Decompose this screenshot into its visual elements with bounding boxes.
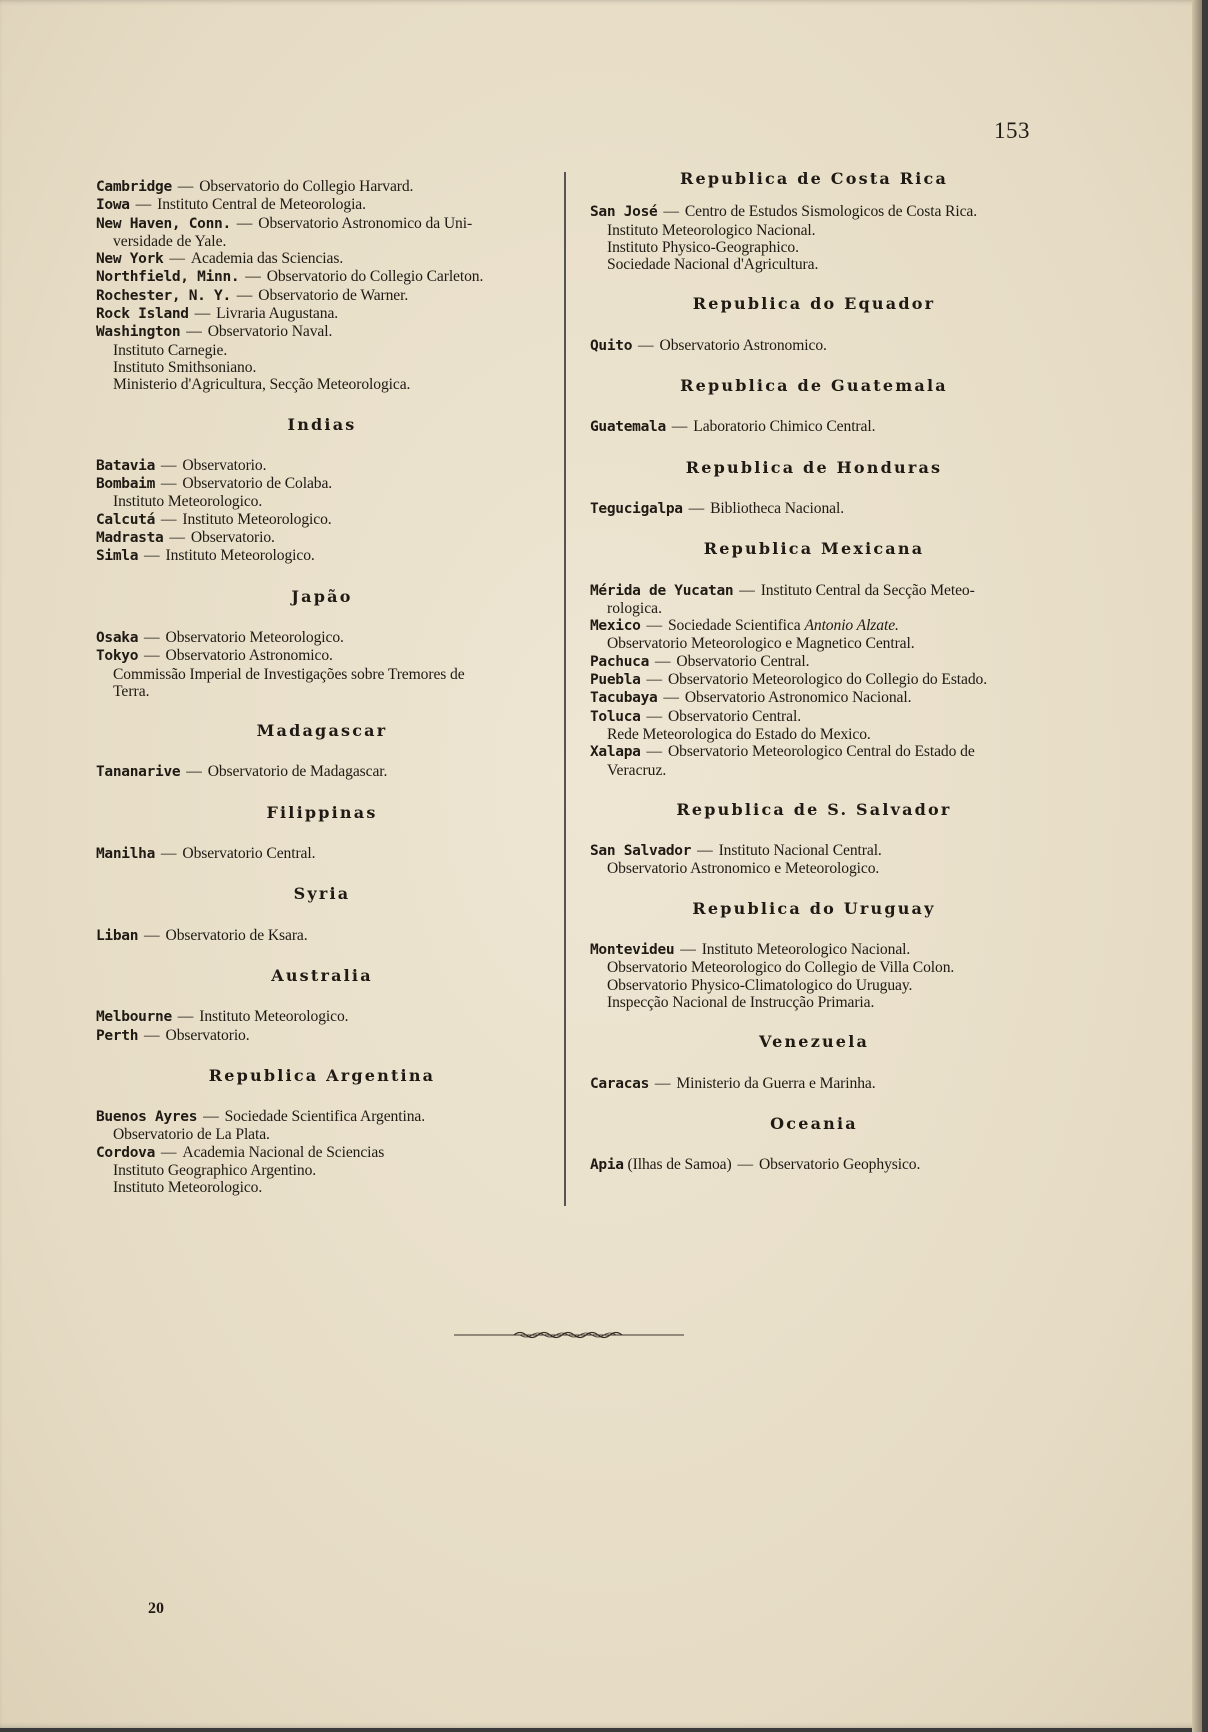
sub-institution: Observatorio Meteorologico e Magnetico Central. — [607, 635, 915, 653]
entry-location: Quito — [590, 337, 633, 354]
entry-dash: — — [199, 1108, 223, 1126]
section-title: Republica de Honduras — [685, 457, 943, 477]
directory-entry — [96, 547, 548, 565]
entry-institution: Observatorio Astronomico Nacional. — [684, 689, 912, 707]
sub-institution: Inspecção Nacional de Instrucção Primaria. — [607, 993, 875, 1011]
entry-continuation: Terra. — [113, 682, 150, 700]
sub-institution: Observatorio Physico-Climatologico do Uruguay. — [607, 976, 913, 994]
entry-dash: — — [735, 581, 759, 599]
directory-entry — [96, 268, 548, 286]
directory-entry — [590, 1075, 1038, 1093]
entry-dash: — — [131, 196, 156, 214]
entry-location: Cordova — [96, 1144, 156, 1161]
sub-institution: Instituto Physico-Geographico. — [607, 238, 799, 256]
directory-entry — [96, 1027, 548, 1045]
entry-dash: — — [232, 214, 257, 232]
entry-institution: Instituto Meteorologico. — [165, 547, 315, 565]
directory-entry — [590, 337, 1038, 355]
entry-institution: Observatorio de Colaba. — [182, 475, 333, 493]
entry-institution: Academia Nacional de Sciencias — [182, 1143, 385, 1161]
entry-institution: Observatorio. — [182, 456, 267, 474]
sub-institution: Instituto Carnegie. — [113, 341, 228, 359]
directory-entry — [96, 1144, 548, 1162]
left-column — [96, 178, 548, 1197]
directory-entry — [590, 743, 1038, 761]
directory-entry — [96, 763, 548, 781]
sub-institution: Instituto Meteorologico. — [113, 493, 263, 511]
right-column — [590, 169, 1038, 1174]
directory-entry — [96, 305, 548, 323]
entry-location: Rochester, N. Y. — [96, 287, 231, 304]
entry-institution: Instituto Meteorologico. — [199, 1008, 349, 1026]
directory-entry — [96, 287, 548, 305]
entry-location: Washington — [96, 324, 181, 341]
entry-institution: Observatorio de Warner. — [258, 286, 409, 304]
section-title: Oceania — [770, 1113, 858, 1133]
entry-continuation: rologica. — [607, 599, 662, 617]
entry-dash: — — [140, 628, 164, 646]
entry-dash: — — [173, 1008, 198, 1026]
directory-entry — [590, 689, 1038, 707]
section-title: Republica Mexicana — [703, 539, 925, 559]
entry-institution: Instituto Nacional Central. — [718, 842, 882, 860]
entry-institution: Centro de Estudos Sismologicos de Costa Rica. — [684, 203, 978, 221]
entry-institution: Observatorio Astronomico da Uni- — [258, 214, 473, 232]
entry-location: Tokyo — [96, 648, 139, 665]
entry-dash: — — [182, 763, 206, 781]
sub-institution: Instituto Smithsoniano. — [113, 358, 257, 376]
section-title: Filippinas — [266, 802, 378, 822]
directory-entry — [96, 647, 548, 665]
entry-institution: Bibliotheca Nacional. — [710, 499, 844, 517]
entry-institution: Observatorio Naval. — [207, 323, 333, 341]
entry-location: Bombaim — [96, 476, 156, 493]
section-title: Madagascar — [256, 721, 388, 741]
directory-entry — [590, 582, 1038, 600]
sub-institution: Instituto Geographico Argentino. — [113, 1161, 317, 1179]
directory-entry — [590, 653, 1038, 671]
section-title: Republica de Guatemala — [680, 376, 948, 396]
directory-entry — [96, 475, 548, 493]
entry-location: Tacubaya — [590, 690, 658, 707]
page-edge — [1192, 0, 1202, 1732]
entry-location: Liban — [96, 927, 139, 944]
entry-dash: — — [642, 707, 666, 725]
entry-dash: — — [659, 203, 683, 221]
entry-institution: Observatorio Meteorologico. — [165, 628, 344, 646]
entry-institution: Observatorio Central. — [182, 845, 316, 863]
directory-entry — [96, 529, 548, 547]
directory-entry — [590, 203, 1038, 221]
entry-dash: — — [140, 926, 164, 944]
entry-location: Batavia — [96, 457, 156, 474]
sub-institution: Observatorio Meteorologico do Collegio de Villa Colon. — [607, 959, 955, 977]
entry-dash: — — [659, 689, 683, 707]
entry-location: Osaka — [96, 629, 139, 646]
entry-dash: — — [676, 941, 700, 959]
entry-location: Tananarive — [96, 764, 181, 781]
entry-dash: — — [693, 842, 717, 860]
entry-dash: — — [733, 1156, 757, 1174]
entry-dash: — — [157, 510, 181, 528]
section-title: Venezuela — [758, 1032, 870, 1052]
section-title: Republica do Uruguay — [692, 898, 936, 918]
entry-institution: Sociedade Scientifica — [667, 617, 801, 635]
entry-location: Cambridge — [96, 179, 172, 195]
entry-dash: — — [642, 617, 666, 635]
directory-entry — [96, 845, 548, 863]
entry-dash: — — [182, 323, 206, 341]
entry-location: Montevideu — [590, 942, 675, 959]
entry-dash: — — [241, 268, 265, 286]
entry-location: Tegucigalpa — [590, 500, 683, 517]
entry-dash: — — [232, 286, 257, 304]
entry-institution: Sociedade Scientifica Argentina. — [224, 1108, 426, 1126]
entry-dash: — — [157, 456, 181, 474]
entry-institution: Observatorio. — [190, 529, 275, 547]
entry-continuation: versidade de Yale. — [113, 232, 227, 250]
directory-entry — [590, 418, 1038, 436]
sub-institution: Observatorio de La Plata. — [113, 1126, 270, 1144]
entry-location: Northfield, Minn. — [96, 269, 240, 286]
entry-dash: — — [157, 845, 181, 863]
entry-location: Perth — [96, 1027, 139, 1044]
directory-entry — [590, 708, 1038, 726]
entry-dash: — — [684, 499, 709, 517]
entry-dash: — — [642, 743, 666, 761]
sub-institution: Observatorio Astronomico e Meteorologico. — [607, 860, 880, 878]
section-title: Republica Argentina — [208, 1065, 436, 1085]
directory-entry — [96, 457, 548, 475]
entry-dash: — — [642, 671, 666, 689]
column-divider — [564, 172, 566, 1206]
entry-dash: — — [651, 652, 675, 670]
entry-location: Buenos Ayres — [96, 1109, 198, 1126]
page-number: 153 — [994, 118, 1030, 143]
entry-institution: Instituto Meteorologico Nacional. — [701, 941, 911, 959]
section-title: Japão — [291, 586, 353, 606]
entry-institution: Observatorio do Collegio Harvard. — [199, 178, 414, 195]
entry-location: San Salvador — [590, 843, 692, 860]
directory-entry — [590, 617, 1038, 635]
entry-location: Guatemala — [590, 419, 666, 436]
sub-institution: Rede Meteorologica do Estado do Mexico. — [607, 725, 871, 743]
section-title: Indias — [287, 414, 357, 434]
entry-dash: — — [165, 250, 189, 268]
directory-entry — [96, 511, 548, 529]
directory-entry — [590, 941, 1038, 959]
sub-institution: Sociedade Nacional d'Agricultura. — [607, 256, 819, 274]
entry-location-note: (Ilhas de Samoa) — [623, 1156, 732, 1174]
entry-location: Pachuca — [590, 653, 650, 670]
entry-institution: Academia das Sciencias. — [190, 250, 344, 268]
section-title: Republica de S. Salvador — [676, 799, 952, 819]
entry-dash: — — [190, 305, 215, 323]
sub-institution: Commissão Imperial de Investigações sobre Tremores de — [113, 665, 465, 683]
directory-entry — [96, 927, 548, 945]
entry-location: New York — [96, 251, 164, 268]
directory-entry — [590, 500, 1038, 518]
entry-institution: Observatorio Central. — [667, 707, 801, 725]
entry-continuation: Veracruz. — [607, 761, 667, 779]
directory-entry — [96, 250, 548, 268]
tail-ornament — [454, 1327, 684, 1343]
entry-institution-name: Antonio Alzate. — [804, 617, 899, 635]
entry-location: Madrasta — [96, 530, 164, 547]
entry-dash: — — [651, 1074, 675, 1092]
section-title: Republica de Costa Rica — [679, 169, 949, 188]
entry-institution: Observatorio Meteorologico do Collegio do Estado. — [667, 671, 988, 689]
entry-institution: Observatorio de Madagascar. — [207, 763, 388, 781]
directory-entry — [590, 842, 1038, 860]
entry-dash: — — [634, 336, 658, 354]
entry-location: San José — [590, 204, 658, 221]
entry-dash: — — [140, 547, 164, 565]
directory-entry — [96, 323, 548, 341]
sub-institution: Instituto Meteorologico. — [113, 1179, 263, 1197]
entry-location: Rock Island — [96, 306, 189, 323]
directory-entry — [96, 629, 548, 647]
section-title: Republica do Equador — [692, 294, 936, 314]
entry-institution: Observatorio Astronomico. — [165, 647, 333, 665]
section-title: Australia — [271, 965, 373, 985]
entry-institution: Instituto Central da Secção Meteo- — [760, 581, 975, 599]
entry-dash: — — [165, 529, 189, 547]
directory-entry — [590, 671, 1038, 689]
entry-institution: Livraria Augustana. — [216, 305, 339, 323]
directory-entry — [96, 196, 548, 214]
entry-location: Caracas — [590, 1075, 650, 1092]
entry-institution: Observatorio Meteorologico Central do Estado de — [667, 743, 975, 761]
entry-institution: Ministerio da Guerra e Marinha. — [676, 1074, 876, 1092]
entry-location: Mérida de Yucatan — [590, 582, 734, 599]
entry-location: Puebla — [590, 672, 641, 689]
entry-dash: — — [140, 647, 164, 665]
directory-entry — [96, 1008, 548, 1026]
directory-entry — [96, 1108, 548, 1126]
entry-dash: — — [173, 178, 198, 195]
entry-institution: Instituto Meteorologico. — [182, 510, 332, 528]
entry-institution: Observatorio de Ksara. — [165, 926, 308, 944]
entry-institution: Observatorio Central. — [676, 652, 810, 670]
entry-institution: Observatorio Astronomico. — [659, 336, 827, 354]
section-title: Syria — [293, 884, 351, 904]
sub-institution: Ministerio d'Agricultura, Secção Meteorologica. — [113, 376, 411, 394]
entry-location: Simla — [96, 548, 139, 565]
directory-entry — [96, 215, 548, 233]
directory-entry — [96, 178, 548, 196]
entry-dash: — — [667, 418, 692, 436]
entry-location: Toluca — [590, 708, 641, 725]
entry-dash: — — [157, 1143, 181, 1161]
signature-mark: 20 — [148, 1600, 164, 1617]
entry-location: Manilha — [96, 846, 156, 863]
directory-entry — [590, 1156, 1038, 1174]
sub-institution: Instituto Meteorologico Nacional. — [607, 221, 816, 239]
entry-location: Xalapa — [590, 744, 641, 761]
entry-location: New Haven, Conn. — [96, 215, 231, 232]
entry-location: Iowa — [96, 197, 130, 214]
entry-location: Mexico — [590, 618, 641, 635]
entry-dash: — — [140, 1026, 164, 1044]
entry-institution: Observatorio. — [165, 1026, 250, 1044]
entry-location: Melbourne — [96, 1009, 172, 1026]
entry-institution: Observatorio Geophysico. — [758, 1156, 921, 1174]
entry-institution: Observatorio do Collegio Carleton. — [266, 268, 484, 286]
entry-location: Calcutá — [96, 511, 156, 528]
entry-institution: Instituto Central de Meteorologia. — [157, 196, 366, 214]
entry-location: Apia — [590, 1157, 624, 1174]
entry-institution: Laboratorio Chimico Central. — [693, 418, 876, 436]
entry-dash: — — [157, 475, 181, 493]
